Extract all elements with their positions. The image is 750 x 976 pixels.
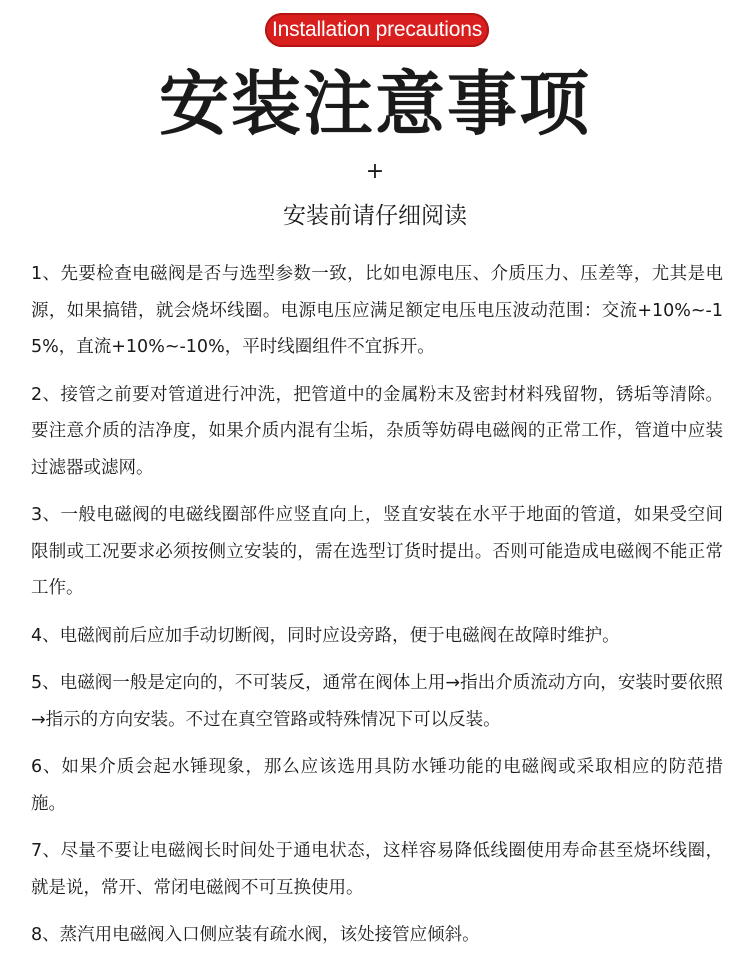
precaution-item-7: 7、尽量不要让电磁阀长时间处于通电状态，这样容易降低线圈使用寿命甚至烧坏线圈，就是说，常开、常闭电磁阀不可互换使用。	[31, 841, 723, 898]
precautions-list	[31, 256, 723, 965]
precaution-item-4: 4、电磁阀前后应加手动切断阀，同时应设旁路，便于电磁阀在故障时维护。	[31, 625, 620, 646]
precaution-item-8: 8、蒸汽用电磁阀入口侧应装有疏水阀，该处接管应倾斜。	[31, 925, 480, 945]
plus-divider: +	[365, 159, 385, 184]
precaution-item-5: 5、电磁阀一般是定向的，不可装反，通常在阀体上用→指出介质流动方向，安装时要依照→指示的方向安装。不过在真空管路或特殊情况下可以反装。	[31, 673, 723, 730]
precaution-item-6: 6、如果介质会起水锤现象，那么应该选用具防水锤功能的电磁阀或采取相应的防范措施。	[31, 757, 723, 814]
precaution-item-2: 2、接管之前要对管道进行冲洗，把管道中的金属粉末及密封材料残留物，锈垢等清除。要注意介质的洁净度，如果介质内混有尘垢，杂质等妨碍电磁阀的正常工作，管道中应装过滤器或滤网。	[31, 384, 723, 478]
page-title: 安装注意事项	[159, 63, 591, 145]
page-subtitle: 安装前请仔细阅读	[283, 203, 467, 229]
precaution-item-3: 3、一般电磁阀的电磁线圈部件应竖直向上，竖直安装在水平于地面的管道，如果受空间限制或工况要求必须按侧立安装的，需在选型订货时提出。否则可能造成电磁阀不能正常工作。	[31, 505, 723, 598]
english-title-badge: Installation precautions	[265, 13, 489, 47]
precaution-item-1: 1、先要检查电磁阀是否与选型参数一致，比如电源电压、介质压力、压差等，尤其是电源，如果搞错，就会烧坏线圈。电源电压应满足额定电压电压波动范围：交流+10%~-15%，直流+10%~-10%，平时线圈组件不宜拆开。	[31, 264, 723, 357]
